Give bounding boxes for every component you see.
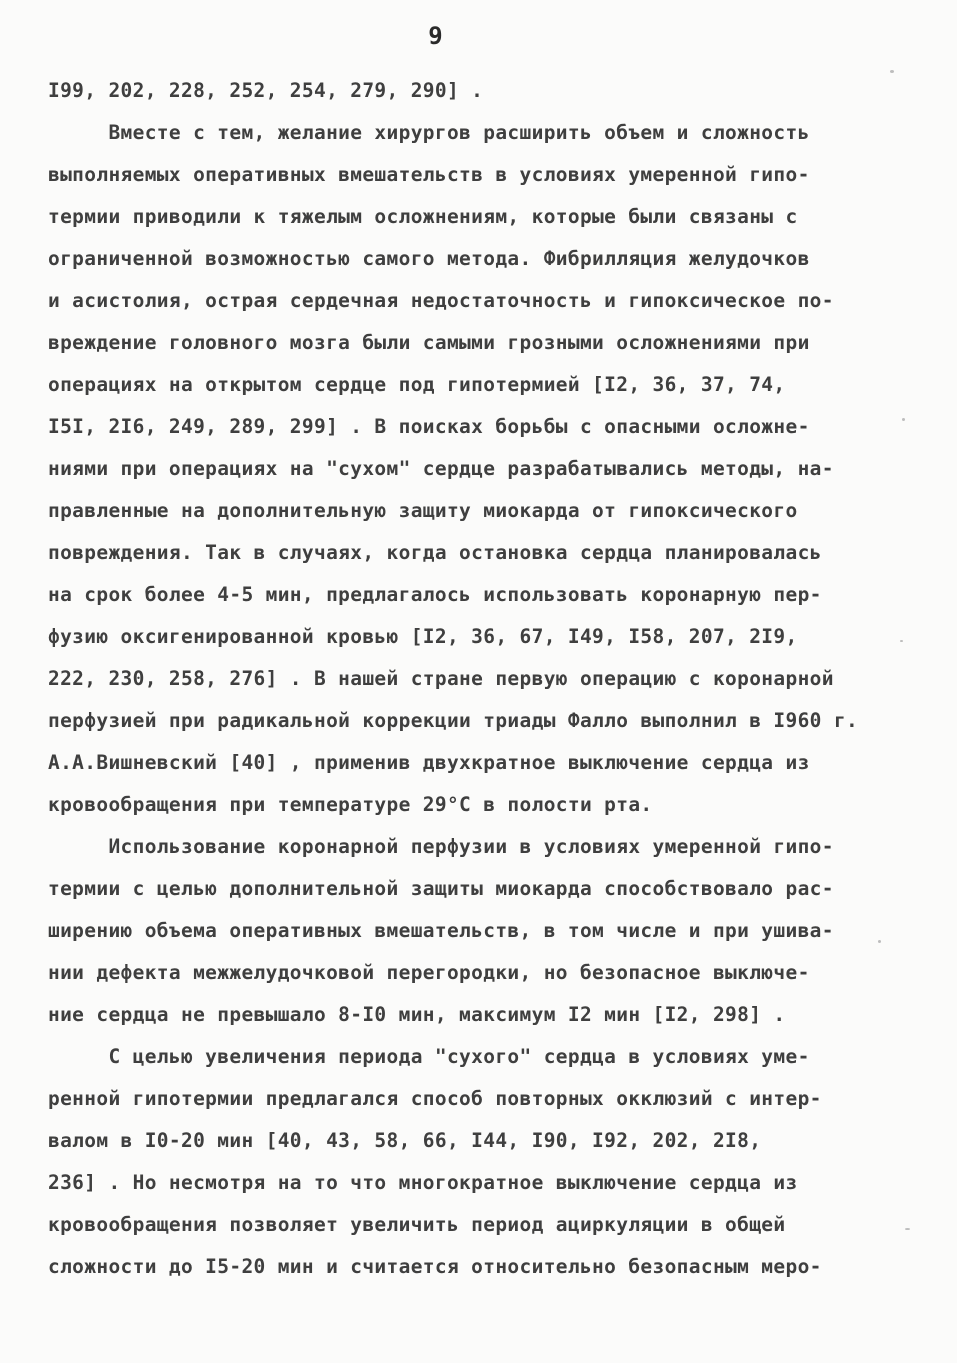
text-line: А.А.Вишневский [40] , применив двухкратное выключение сердца из — [48, 751, 810, 774]
scan-speck — [878, 940, 881, 943]
text-line: I99, 202, 228, 252, 254, 279, 290] . — [48, 79, 484, 102]
text-line: кровообращения позволяет увеличить период ациркуляции в общей — [48, 1213, 786, 1236]
text-line: С целью увеличения периода "сухого" сердца в условиях уме- — [48, 1045, 810, 1068]
text-line: правленные на дополнительную защиту миокарда от гипоксического — [48, 499, 798, 522]
text-line: на срок более 4-5 мин, предлагалось использовать коронарную пер- — [48, 583, 822, 606]
text-line: сложности до I5-20 мин и считается относительно безопасным меро- — [48, 1255, 822, 1278]
scan-speck — [900, 640, 903, 642]
text-line: вреждение головного мозга были самыми грозными осложнениями при — [48, 331, 810, 354]
text-line: операциях на открытом сердце под гипотермией [I2, 36, 37, 74, — [48, 373, 786, 396]
body-text — [48, 70, 928, 1288]
scan-speck — [890, 70, 894, 73]
text-line: ренной гипотермии предлагался способ повторных окклюзий с интер- — [48, 1087, 822, 1110]
text-line: ние сердца не превышало 8-I0 мин, максимум I2 мин [I2, 298] . — [48, 1003, 786, 1026]
text-line: термии приводили к тяжелым осложнениям, которые были связаны с — [48, 205, 798, 228]
text-line: Использование коронарной перфузии в условиях умеренной гипо- — [48, 835, 834, 858]
text-line: кровообращения при температуре 29°C в полости рта. — [48, 793, 653, 816]
text-line: 236] . Но несмотря на то что многократное выключение сердца из — [48, 1171, 798, 1194]
text-line: ниями при операциях на "сухом" сердце разрабатывались методы, на- — [48, 457, 834, 480]
text-line: нии дефекта межжелудочковой перегородки, но безопасное выключе- — [48, 961, 810, 984]
text-line: 222, 230, 258, 276] . В нашей стране первую операцию с коронарной — [48, 667, 834, 690]
text-line: I5I, 2I6, 249, 289, 299] . В поисках борьбы с опасными осложне- — [48, 415, 810, 438]
text-line: перфузией при радикальной коррекции триады Фалло выполнил в I960 г. — [48, 709, 859, 732]
scan-speck — [905, 1228, 910, 1230]
text-line: и асистолия, острая сердечная недостаточность и гипоксическое по- — [48, 289, 834, 312]
text-line: повреждения. Так в случаях, когда остановка сердца планировалась — [48, 541, 822, 564]
page-number: 9 — [428, 22, 444, 50]
text-line: ограниченной возможностью самого метода. Фибрилляция желудочков — [48, 247, 810, 270]
text-line: фузию оксигенированной кровью [I2, 36, 67, I49, I58, 207, 2I9, — [48, 625, 798, 648]
text-line: термии с целью дополнительной защиты миокарда способствовало рас- — [48, 877, 834, 900]
scan-speck — [902, 418, 905, 421]
text-line: ширению объема оперативных вмешательств, в том числе и при ушива- — [48, 919, 834, 942]
text-line: валом в I0-20 мин [40, 43, 58, 66, I44, I90, I92, 202, 2I8, — [48, 1129, 762, 1152]
text-line: Вместе с тем, желание хирургов расширить объем и сложность — [48, 121, 810, 144]
text-line: выполняемых оперативных вмешательств в условиях умеренной гипо- — [48, 163, 810, 186]
